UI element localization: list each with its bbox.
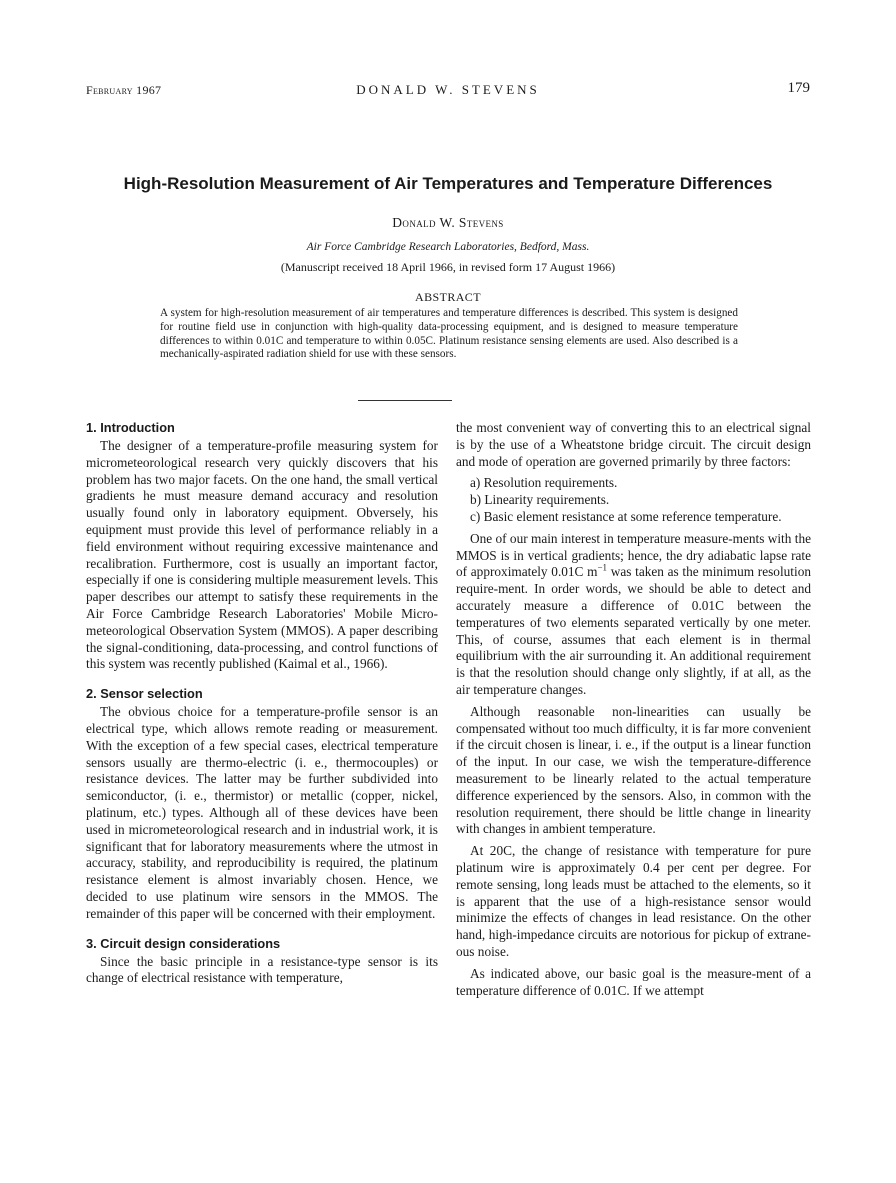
section-heading-introduction: 1. Introduction bbox=[86, 420, 175, 435]
superscript: −1 bbox=[597, 562, 608, 573]
paragraph: the most convenient way of converting this to an electrical signal is by the use of a Wheatstone bridge circuit. The circuit design and mode of operation are governed primarily by three factors: bbox=[456, 420, 811, 469]
list-item: a) Resolution requirements. bbox=[470, 475, 618, 491]
article-author: Donald W. Stevens bbox=[392, 215, 504, 230]
paragraph: Since the basic principle in a resistance-type sensor is its change of electrical resistance with temperature, bbox=[86, 953, 438, 986]
section-heading-sensor-selection: 2. Sensor selection bbox=[86, 686, 203, 702]
section-divider bbox=[358, 400, 452, 401]
article-title: High-Resolution Measurement of Air Temperatures and Temperature Differences bbox=[123, 174, 773, 193]
paragraph bbox=[456, 531, 811, 699]
paragraph-text: was taken as the minimum resolution require-ment. In order words, we should be able to detect and accurately measure a difference of 0.01C between the temperatures of two elements separated vertically by one meter. This, of course, assumes that each element is in thermal equilibrium with the air surrounding it. An additional requirement is that the resolution should change only slightly, if at all, as the air temperature changes. bbox=[456, 564, 811, 697]
list-item: b) Linearity requirements. bbox=[470, 492, 610, 508]
manuscript-dates: (Manuscript received 18 April 1966, in revised form 17 August 1966) bbox=[280, 260, 616, 274]
paragraph: As indicated above, our basic goal is the measure-ment of a temperature difference of 0.01C. If we attempt bbox=[456, 965, 811, 998]
paragraph: Although reasonable non-linearities can usually be compensated without too much difficulty, it is far more convenient if the circuit chosen is linear, i. e., if the output is a linear function of the input. In our case, we wish the temperature-difference measurement to be linearly related to the actual temperature difference experienced by the sensors. Also, in common with the resolution requirement, there should be little change in linearity with changes in ambient temperature. bbox=[456, 703, 811, 837]
paragraph: The obvious choice for a temperature-profile sensor is an electrical type, which allows remote reading or measurement. With the exception of a few special cases, electrical temperature sensors usually are thermo-electric (i. e., thermocouples) or resistance devices. The latter may be further subdivided into semiconductor, (i. e., thermistor) or metallic (copper, nickel, platinum, etc.) types. Although all of these devices have been used in micrometeorological research and in industrial work, it is significant that for laboratory measurements where the utmost in accuracy, stability, and reproducibility is required, the platinum resistance element is almost invariably chosen. Hence, we decided to use platinum wire sensors in the MMOS. The remainder of this paper will be concerned with their employment. bbox=[86, 704, 438, 921]
running-header-date: February 1967 bbox=[86, 83, 162, 97]
paragraph-text: One of our main interest in temperature measure-ments with the MMOS is in vertical gradients; hence, the dry adiabatic lapse rate of approximately 0.01C m bbox=[456, 530, 811, 580]
page-number: 179 bbox=[787, 80, 810, 96]
paragraph: The designer of a temperature-profile measuring system for micrometeorological research very quickly discovers that his problem has two major facets. On the one hand, the small vertical gradients he must measure demand accuracy and resolution usually found only in laboratory equipment. Obversely, his equipment must provide this level of performance reliably in a field environment without requiring excessive maintenance and recalibration. Furthermore, cost is usually an important factor, especially if one is considering multiple measurement levels. This paper describes our attempt to satisfy these requirements in the Air Force Cambridge Research Laboratories' Mobile Micro-meteorological Observation System (MMOS). A paper describing the signal-conditioning, data-processing, and control functions of this system was recently published (Kaimal et al., 1966). bbox=[86, 438, 438, 672]
paragraph: At 20C, the change of resistance with temperature for pure platinum wire is approximately 0.4 per cent per degree. For remote sensing, long leads must be attached to the elements, so it is apparent that the use of a high-resistance sensor would minimize the effects of changes in lead resistance. On the other hand, high-impedance circuits are notorious for pickup of extrane-ous noise. bbox=[456, 843, 811, 959]
running-header-author: DONALD W. STEVENS bbox=[356, 82, 540, 97]
section-heading-circuit-design: 3. Circuit design considerations bbox=[86, 935, 281, 951]
abstract-text: A system for high-resolution measurement of air temperatures and temperature differences is described. This system is designed for routine field use in conjunction with high-quality data-processing equipment, and is designed to measure temperature differences to within 0.01C and temperature to within 0.05C. Platinum resistance sensing elements are used. Also described is a mechanically-aspirated radiation shield for use with these sensors. bbox=[160, 307, 738, 361]
left-column bbox=[86, 420, 438, 987]
list-item: c) Basic element resistance at some reference temperature. bbox=[470, 508, 782, 524]
abstract-heading: ABSTRACT bbox=[415, 290, 481, 304]
right-column bbox=[456, 420, 811, 999]
author-affiliation: Air Force Cambridge Research Laboratories, Bedford, Mass. bbox=[306, 241, 590, 253]
